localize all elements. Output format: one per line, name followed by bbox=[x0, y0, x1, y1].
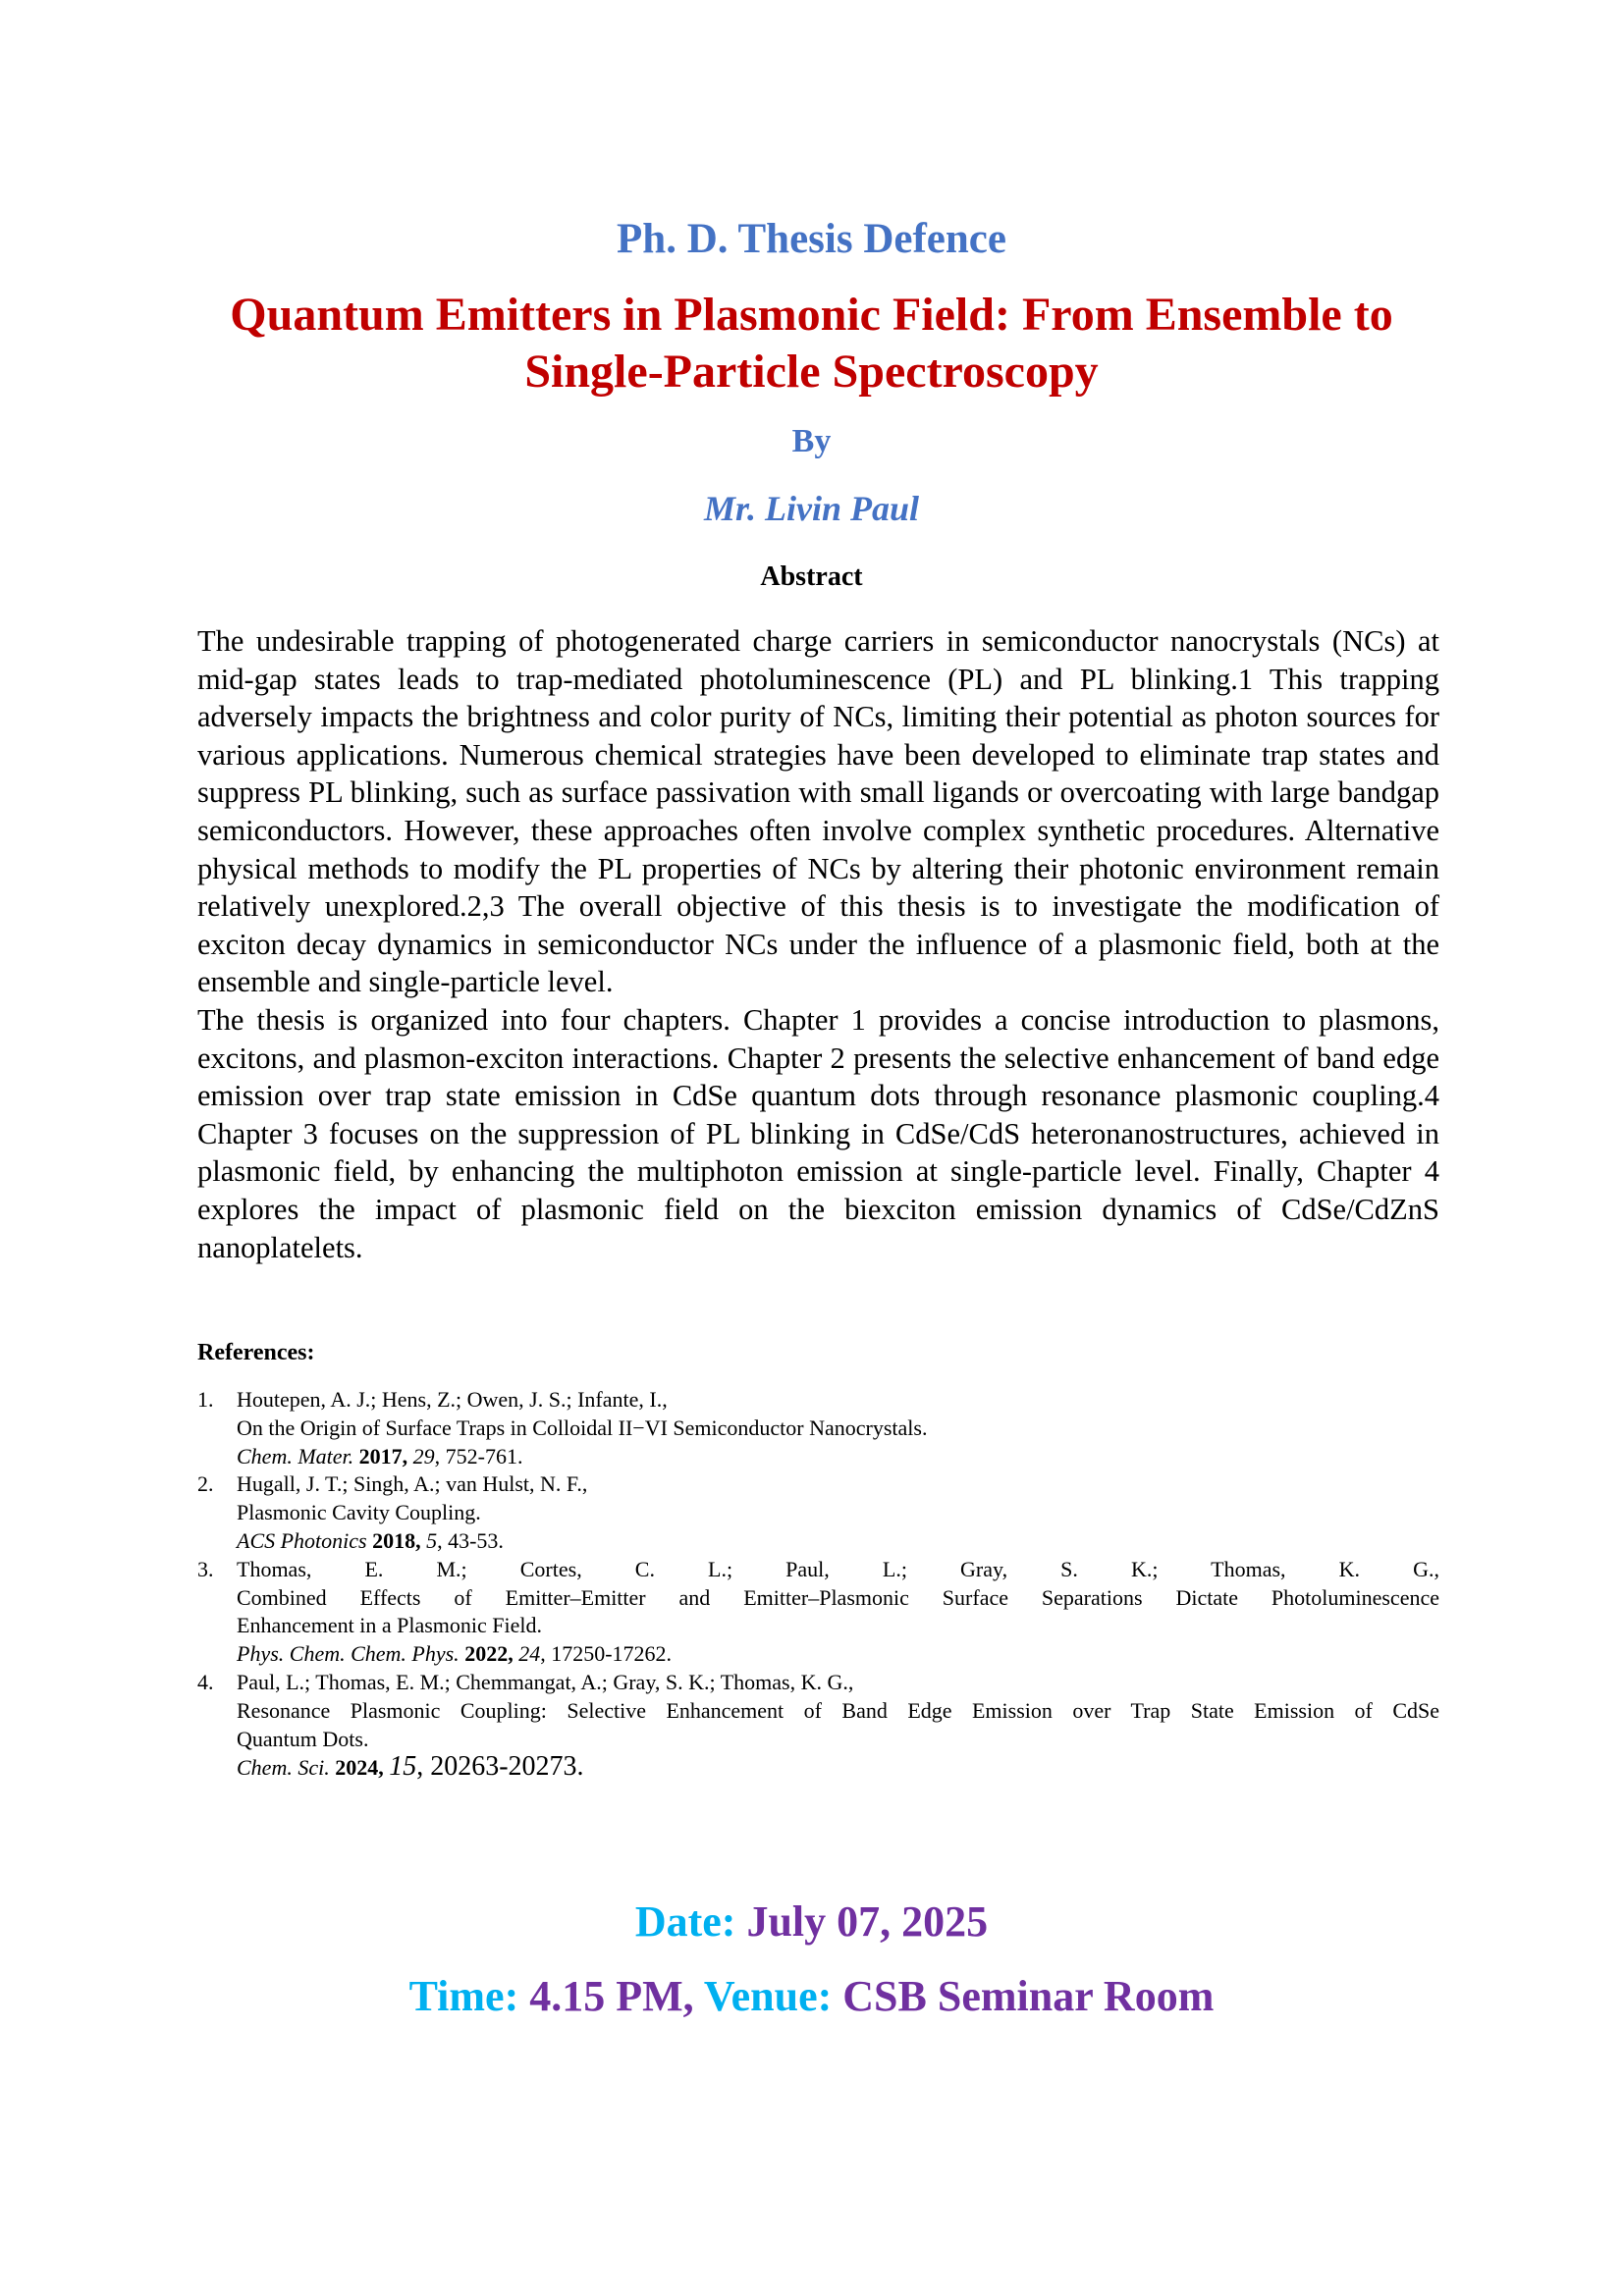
date-value: July 07, 2025 bbox=[746, 1897, 989, 1946]
reference-number: 1. bbox=[197, 1387, 214, 1412]
reference-number: 3. bbox=[197, 1556, 214, 1581]
reference-title: Plasmonic Cavity Coupling. bbox=[237, 1500, 481, 1525]
reference-volume: 24 bbox=[518, 1641, 541, 1667]
by-label: By bbox=[791, 423, 832, 459]
reference-journal: Phys. Chem. Chem. Phys. bbox=[237, 1641, 460, 1667]
reference-number: 4. bbox=[197, 1669, 214, 1694]
reference-volume: 5 bbox=[426, 1527, 438, 1553]
venue-value: CSB Seminar Room bbox=[842, 1972, 1215, 2020]
reference-volume: 29 bbox=[412, 1443, 435, 1468]
reference-year: 2024, bbox=[335, 1755, 384, 1781]
reference-item-1 bbox=[197, 1386, 1439, 1470]
event-time-venue bbox=[0, 1969, 1623, 2024]
reference-year: 2022, bbox=[464, 1641, 514, 1667]
reference-pages: , 20263-20273. bbox=[416, 1751, 584, 1783]
reference-title-line-2: Quantum Dots. bbox=[237, 1726, 369, 1751]
reference-list bbox=[197, 1386, 1439, 1783]
reference-title-line-1: Combined Effects of Emitter–Emitter and Emitter–Plasmonic Surface Separations Dictate Photoluminescence bbox=[237, 1584, 1439, 1610]
reference-title: On the Origin of Surface Traps in Colloidal II−VI Semiconductor Nanocrystals. bbox=[237, 1415, 928, 1440]
reference-authors: Thomas, E. M.; Cortes, C. L.; Paul, L.; Gray, S. K.; Thomas, K. G., bbox=[237, 1556, 1439, 1581]
thesis-title-line-2: Single-Particle Spectroscopy bbox=[524, 346, 1099, 398]
reference-journal: Chem. Mater. bbox=[237, 1443, 354, 1468]
references-heading: References: bbox=[197, 1340, 315, 1365]
reference-journal: ACS Photonics bbox=[237, 1527, 367, 1553]
reference-number: 2. bbox=[197, 1471, 214, 1497]
reference-title-line-2: Enhancement in a Plasmonic Field. bbox=[237, 1613, 542, 1638]
thesis-title bbox=[0, 287, 1623, 400]
reference-citation bbox=[237, 1527, 1439, 1556]
abstract-heading: Abstract bbox=[760, 561, 863, 592]
reference-pages: , 43-53. bbox=[437, 1527, 504, 1553]
reference-citation bbox=[237, 1640, 1439, 1669]
reference-pages: , 17250-17262. bbox=[540, 1641, 673, 1667]
reference-item-4 bbox=[197, 1669, 1439, 1783]
reference-journal: Chem. Sci. bbox=[237, 1755, 330, 1781]
event-type-heading: Ph. D. Thesis Defence bbox=[617, 216, 1006, 262]
time-label: Time: bbox=[408, 1972, 530, 2020]
author-name: Mr. Livin Paul bbox=[703, 489, 920, 528]
venue-label: Venue: bbox=[693, 1972, 843, 2020]
reference-authors: Paul, L.; Thomas, E. M.; Chemmangat, A.; Gray, S. K.; Thomas, K. G., bbox=[237, 1669, 854, 1694]
reference-citation bbox=[237, 1443, 1439, 1471]
reference-title-line-1: Resonance Plasmonic Coupling: Selective Enhancement of Band Edge Emission over Trap State Emission of CdSe bbox=[237, 1697, 1439, 1723]
reference-pages: , 752-761. bbox=[434, 1443, 523, 1468]
reference-item-3 bbox=[197, 1556, 1439, 1669]
thesis-title-line-1: Quantum Emitters in Plasmonic Field: From Ensemble to bbox=[230, 289, 1393, 341]
reference-authors: Hugall, J. T.; Singh, A.; van Hulst, N. F., bbox=[237, 1471, 588, 1497]
reference-year: 2017, bbox=[358, 1443, 408, 1468]
reference-year: 2018, bbox=[372, 1527, 421, 1553]
abstract-paragraph-1: The undesirable trapping of photogenerated charge carriers in semiconductor nanocrystals (NCs) at mid-gap states leads to trap-mediated photoluminescence (PL) and PL blinking.1 This trapping adversely impacts the brightness and color purity of NCs, limiting their potential as photon sources for various applications. Numerous chemical strategies have been developed to eliminate trap states and suppress PL blinking, such as surface passivation with small ligands or overcoating with large bandgap semiconductors. However, these approaches often involve complex synthetic procedures. Alternative physical methods to modify the PL properties of NCs by altering their photonic environment remain relatively unexplored.2,3 The overall objective of this thesis is to investigate the modification of exciton decay dynamics in semiconductor NCs under the influence of a plasmonic field, both at the ensemble and single-particle level. bbox=[197, 624, 1439, 999]
time-value: 4.15 PM, bbox=[529, 1972, 694, 2020]
reference-volume: 15 bbox=[389, 1751, 417, 1783]
abstract-body bbox=[197, 622, 1439, 1266]
reference-item-2 bbox=[197, 1470, 1439, 1555]
event-date bbox=[0, 1895, 1623, 1949]
date-label: Date: bbox=[634, 1897, 747, 1946]
reference-authors: Houtepen, A. J.; Hens, Z.; Owen, J. S.; Infante, I., bbox=[237, 1387, 668, 1412]
abstract-paragraph-2: The thesis is organized into four chapters. Chapter 1 provides a concise introduction to plasmons, excitons, and plasmon-exciton interactions. Chapter 2 presents the selective enhancement of band edge emission over trap state emission in CdSe quantum dots through resonance plasmonic coupling.4 Chapter 3 focuses on the suppression of PL blinking in CdSe/CdS heteronanostructures, achieved in plasmonic field, by enhancing the multiphoton emission at single-particle level. Finally, Chapter 4 explores the impact of plasmonic field on the biexciton emission dynamics of CdSe/CdZnS nanoplatelets. bbox=[197, 1002, 1439, 1264]
reference-citation bbox=[237, 1753, 1439, 1783]
